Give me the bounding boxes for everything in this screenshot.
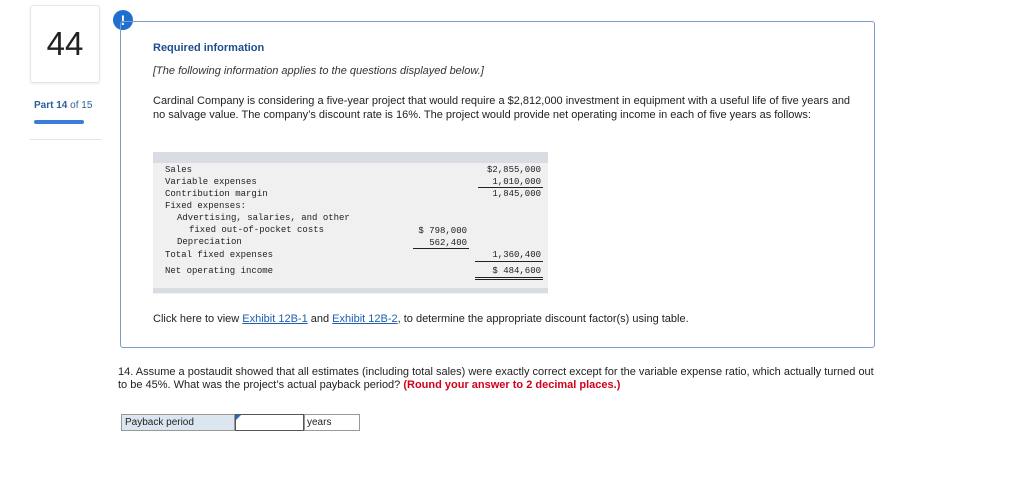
table-cell-col2: $ 484,600	[492, 266, 541, 276]
part-label: Part	[34, 100, 54, 111]
table-cell-col1: 562,400	[429, 238, 467, 248]
table-row-label: Variable expenses	[165, 177, 257, 187]
exhibit-12b-2-link[interactable]: Exhibit 12B-2	[332, 313, 398, 325]
table-cell-col2: $2,855,000	[486, 165, 541, 175]
question-body: 14. Assume a postaudit showed that all estimates (including total sales) were exactly correct except for the variable expense ratio, which actually turned out to be 45%. What was the project’s actual payback period?	[118, 366, 874, 391]
table-row-label: fixed out-of-pocket costs	[189, 225, 325, 235]
required-info-subtitle: [The following information applies to the questions displayed below.]	[153, 65, 484, 77]
exhibit-12b-1-link[interactable]: Exhibit 12B-1	[242, 313, 308, 325]
table-row-label: Contribution margin	[165, 189, 268, 199]
table-row-label: Sales	[165, 165, 193, 175]
exhibit-instructions	[153, 313, 689, 325]
problem-description: Cardinal Company is considering a five-year project that would require a $2,812,000 investment in equipment with a useful life of five years and no salvage value. The company’s discount rate is 16%. The project would provide net operating income in each of five years as follows:	[153, 95, 851, 121]
double-underline	[475, 279, 543, 280]
double-underline	[475, 277, 543, 278]
payback-period-input[interactable]	[235, 414, 304, 431]
table-header-bar	[153, 152, 548, 163]
rounding-instruction: (Round your answer to 2 decimal places.)	[403, 379, 621, 391]
alert-icon: !	[113, 10, 133, 30]
underline	[478, 187, 543, 188]
question-number: 44	[46, 25, 84, 62]
underline	[413, 248, 469, 249]
table-cell-col2: 1,360,400	[492, 250, 541, 260]
payback-period-unit: years	[304, 414, 360, 431]
exhibit-suffix: , to determine the appropriate discount factor(s) using table.	[397, 313, 689, 325]
table-row-label: Depreciation	[177, 237, 242, 247]
income-statement-table	[153, 152, 548, 294]
table-cell-col2: 1,845,000	[492, 189, 541, 199]
table-cell-col2: 1,010,000	[492, 177, 541, 187]
table-row-label: Fixed expenses:	[165, 201, 247, 211]
question-text	[118, 366, 878, 392]
table-row-label: Total fixed expenses	[165, 250, 274, 260]
sidebar-divider	[30, 139, 102, 140]
table-cell-col1: $ 798,000	[418, 226, 467, 236]
exhibit-prefix: Click here to view	[153, 313, 243, 325]
required-info-title: Required information	[153, 42, 265, 54]
table-footer-bar	[153, 288, 548, 293]
payback-period-label: Payback period	[121, 414, 235, 431]
table-row-label: Net operating income	[165, 266, 274, 276]
part-of: of 15	[70, 100, 93, 111]
progress-bar	[34, 120, 84, 124]
underline	[475, 261, 543, 262]
part-current: 14	[56, 100, 68, 111]
part-indicator	[34, 100, 92, 111]
table-row-label: Advertising, salaries, and other	[177, 213, 350, 223]
question-number-box	[30, 5, 100, 83]
exhibit-middle: and	[307, 313, 333, 325]
